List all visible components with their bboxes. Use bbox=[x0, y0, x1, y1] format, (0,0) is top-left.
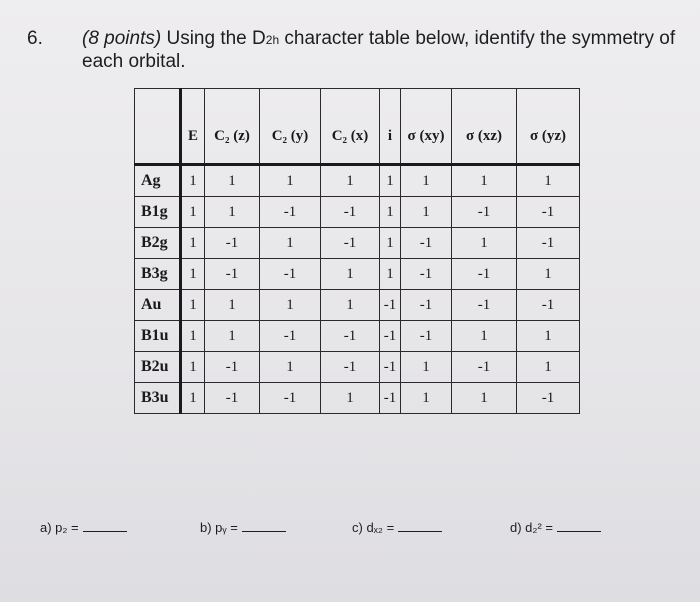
character-cell: 1 bbox=[517, 352, 580, 383]
character-cell: 1 bbox=[205, 197, 260, 228]
irrep-label: Au bbox=[135, 290, 181, 321]
character-cell: 1 bbox=[380, 197, 401, 228]
character-cell: 1 bbox=[380, 228, 401, 259]
character-cell: -1 bbox=[321, 197, 380, 228]
character-cell: 1 bbox=[181, 197, 205, 228]
irrep-label: B1g bbox=[135, 197, 181, 228]
character-cell: 1 bbox=[401, 352, 452, 383]
character-cell: 1 bbox=[517, 259, 580, 290]
character-cell: 1 bbox=[452, 383, 517, 414]
character-cell: 1 bbox=[321, 383, 380, 414]
irrep-label: B3u bbox=[135, 383, 181, 414]
header-cell: E bbox=[181, 89, 205, 165]
header-cell: C₂ (x) bbox=[321, 89, 380, 165]
character-cell: 1 bbox=[517, 321, 580, 352]
character-cell: 1 bbox=[181, 228, 205, 259]
table-header-row bbox=[135, 89, 580, 165]
character-cell: -1 bbox=[517, 197, 580, 228]
table-row bbox=[135, 165, 580, 197]
character-cell: -1 bbox=[260, 197, 321, 228]
character-cell: -1 bbox=[321, 321, 380, 352]
character-cell: -1 bbox=[380, 352, 401, 383]
character-cell: -1 bbox=[205, 259, 260, 290]
character-cell: 1 bbox=[260, 228, 321, 259]
irrep-label: B3g bbox=[135, 259, 181, 290]
irrep-label: B2u bbox=[135, 352, 181, 383]
character-table bbox=[134, 88, 580, 414]
answer-c-label: c) dₓ₂ = bbox=[352, 520, 395, 535]
character-cell: 1 bbox=[181, 383, 205, 414]
table-body bbox=[135, 165, 580, 414]
answer-d-label: d) d₂² = bbox=[510, 520, 553, 535]
character-cell: 1 bbox=[205, 165, 260, 197]
answer-a bbox=[40, 520, 127, 535]
character-cell: -1 bbox=[205, 228, 260, 259]
character-cell: -1 bbox=[205, 383, 260, 414]
character-cell: -1 bbox=[517, 383, 580, 414]
header-cell: σ (yz) bbox=[517, 89, 580, 165]
header-cell bbox=[135, 89, 181, 165]
character-cell: -1 bbox=[452, 352, 517, 383]
table-row bbox=[135, 383, 580, 414]
table-row bbox=[135, 259, 580, 290]
answer-a-blank[interactable] bbox=[83, 521, 127, 532]
irrep-label: B2g bbox=[135, 228, 181, 259]
character-cell: 1 bbox=[380, 165, 401, 197]
character-cell: 1 bbox=[452, 321, 517, 352]
header-cell: C₂ (z) bbox=[205, 89, 260, 165]
character-cell: 1 bbox=[260, 165, 321, 197]
question-text-before: Using the D bbox=[166, 28, 266, 49]
character-cell: 1 bbox=[181, 290, 205, 321]
table-row bbox=[135, 228, 580, 259]
character-cell: 1 bbox=[452, 228, 517, 259]
character-cell: -1 bbox=[401, 259, 452, 290]
header-cell: C₂ (y) bbox=[260, 89, 321, 165]
character-cell: -1 bbox=[452, 290, 517, 321]
question-points: (8 points) bbox=[82, 28, 162, 49]
character-cell: -1 bbox=[321, 352, 380, 383]
character-cell: -1 bbox=[452, 259, 517, 290]
answer-b bbox=[200, 520, 286, 535]
character-cell: -1 bbox=[380, 290, 401, 321]
character-cell: 1 bbox=[205, 290, 260, 321]
character-cell: 1 bbox=[321, 290, 380, 321]
character-cell: 1 bbox=[260, 352, 321, 383]
character-cell: 1 bbox=[181, 165, 205, 197]
character-cell: -1 bbox=[380, 383, 401, 414]
answer-a-label: a) p₂ = bbox=[40, 520, 79, 535]
character-cell: -1 bbox=[401, 290, 452, 321]
answer-b-label: b) pᵧ = bbox=[200, 520, 238, 535]
answer-c-blank[interactable] bbox=[398, 521, 442, 532]
table-row bbox=[135, 197, 580, 228]
table-row bbox=[135, 321, 580, 352]
character-cell: 1 bbox=[401, 383, 452, 414]
header-cell: σ (xy) bbox=[401, 89, 452, 165]
character-cell: -1 bbox=[380, 321, 401, 352]
point-group-subscript: 2h bbox=[265, 33, 280, 47]
character-cell: 1 bbox=[181, 259, 205, 290]
answer-c bbox=[352, 520, 442, 535]
header-cell: i bbox=[380, 89, 401, 165]
character-cell: 1 bbox=[401, 165, 452, 197]
irrep-label: Ag bbox=[135, 165, 181, 197]
table-row bbox=[135, 352, 580, 383]
character-cell: -1 bbox=[517, 290, 580, 321]
character-cell: -1 bbox=[401, 228, 452, 259]
answer-b-blank[interactable] bbox=[242, 521, 286, 532]
character-cell: -1 bbox=[260, 321, 321, 352]
table-row bbox=[135, 290, 580, 321]
character-cell: 1 bbox=[181, 352, 205, 383]
character-cell: -1 bbox=[321, 228, 380, 259]
character-cell: -1 bbox=[401, 321, 452, 352]
character-cell: 1 bbox=[260, 290, 321, 321]
character-cell: -1 bbox=[517, 228, 580, 259]
irrep-label: B1u bbox=[135, 321, 181, 352]
character-cell: -1 bbox=[452, 197, 517, 228]
header-cell: σ (xz) bbox=[452, 89, 517, 165]
character-cell: -1 bbox=[260, 259, 321, 290]
character-cell: 1 bbox=[517, 165, 580, 197]
character-cell: 1 bbox=[205, 321, 260, 352]
answer-d bbox=[510, 520, 601, 535]
character-cell: 1 bbox=[321, 165, 380, 197]
character-cell: 1 bbox=[452, 165, 517, 197]
question-number: 6. bbox=[27, 28, 43, 49]
character-cell: 1 bbox=[321, 259, 380, 290]
character-cell: -1 bbox=[260, 383, 321, 414]
question-text bbox=[82, 28, 682, 73]
question-text-after: character table below, identify the symmetry of each orbital. bbox=[82, 28, 676, 72]
character-cell: 1 bbox=[401, 197, 452, 228]
character-cell: -1 bbox=[205, 352, 260, 383]
answer-d-blank[interactable] bbox=[557, 521, 601, 532]
character-cell: 1 bbox=[380, 259, 401, 290]
character-cell: 1 bbox=[181, 321, 205, 352]
